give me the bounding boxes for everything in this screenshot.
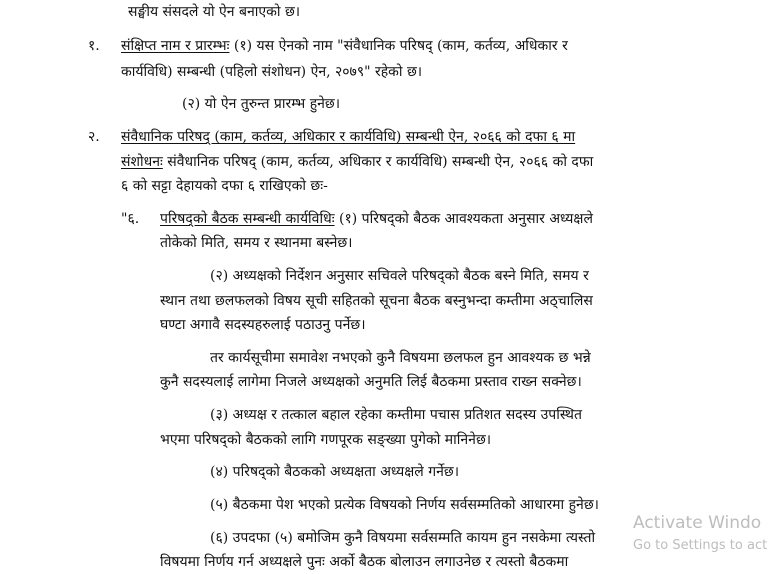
section-1-number: १.: [88, 38, 100, 54]
section-1-heading: संक्षिप्त नाम र प्रारम्भः: [121, 38, 230, 54]
subsection-6-line-1: (६) उपदफा (५) बमोजिम कुनै विषयमा सर्वसम्मति कायम हुन नसकेमा त्यस्तो: [210, 530, 596, 546]
subsection-4: (४) परिषद्को बैठकको अध्यक्षता अध्यक्षले गर्नेछ।: [210, 464, 460, 480]
section-2-heading-line-1: संवैधानिक परिषद् (काम, कर्तव्य, अधिकार र कार्यविधि) सम्बन्धी ऐन, २०६६ को दफा ६ मा: [121, 129, 576, 145]
subsection-2-line-2: स्थान तथा छलफलको विषय सूची सहितको सूचना बैठक बस्नुभन्दा कम्तीमा अठ्चालिस: [160, 293, 593, 309]
subsection-5: (५) बैठकमा पेश भएको प्रत्येक विषयको निर्णय सर्वसम्मतिको आधारमा हुनेछ।: [210, 497, 599, 513]
section-1-line-1: [121, 36, 568, 56]
subsection-2-line-3: घण्टा अगावै सदस्यहरुलाई पठाउनु पर्नेछ।: [160, 317, 366, 333]
section-2-number: २.: [88, 129, 100, 145]
subsection-6-line-2: विषयमा निर्णय गर्न अध्यक्षले पुनः अर्को बैठक बोलाउन लगाउनेछ र त्यस्तो बैठकमा: [160, 554, 569, 570]
section-1-line-1-text: (१) यस ऐनको नाम "संवैधानिक परिषद् (काम, कर्तव्य, अधिकार र: [229, 38, 568, 54]
quoted-section-line-2: तोकेको मिति, समय र स्थानमा बस्नेछ।: [160, 235, 353, 251]
quoted-section-line-1: [160, 209, 593, 229]
section-1-line-2: कार्यविधि) सम्बन्धी (पहिलो संशोधन) ऐन, २०७९" रहेको छ।: [121, 64, 423, 80]
quoted-section-line-1-text: (१) परिषद्को बैठक आवश्यकता अनुसार अध्यक्षले: [334, 211, 593, 227]
section-2-heading-end: संशोधनः: [121, 154, 163, 170]
section-2-line-2: [121, 152, 593, 172]
proviso-line-2: कुनै सदस्यलाई लागेमा निजले अध्यक्षको अनुमति लिई बैठकमा प्रस्ताव राख्न सक्नेछ।: [160, 374, 582, 390]
activate-windows-watermark: Activate Windo: [633, 513, 762, 533]
proviso-line-1: तर कार्यसूचीमा समावेश नभएको कुनै विषयमा छलफल हुन आवश्यक छ भन्ने: [210, 350, 591, 366]
quoted-section-heading: परिषद्को बैठक सम्बन्धी कार्यविधिः: [160, 211, 335, 227]
section-2-line-3: ६ को सट्टा देहायको दफा ६ राखिएको छः-: [121, 178, 328, 194]
preamble-line: सङ्घीय संसदले यो ऐन बनाएको छ।: [128, 4, 301, 20]
section-1-subsection-2: (२) यो ऐन तुरुन्त प्रारम्भ हुनेछ।: [182, 96, 341, 112]
activate-windows-settings-hint: Go to Settings to act: [633, 538, 768, 553]
subsection-3-line-2: भएमा परिषद्को बैठकको लागि गणपूरक सङ्ख्या पुगेको मानिनेछ।: [160, 432, 492, 448]
section-2-line-2-text: संवैधानिक परिषद् (काम, कर्तव्य, अधिकार र कार्यविधि) सम्बन्धी ऐन, २०६६ को दफा: [162, 154, 594, 170]
subsection-2-line-1: (२) अध्यक्षको निर्देशन अनुसार सचिवले परिषद्को बैठक बस्ने मिति, समय र: [210, 268, 589, 284]
quoted-section-number: "६.: [121, 211, 140, 227]
subsection-3-line-1: (३) अध्यक्ष र तत्काल बहाल रहेका कम्तीमा पचास प्रतिशत सदस्य उपस्थित: [210, 407, 582, 423]
